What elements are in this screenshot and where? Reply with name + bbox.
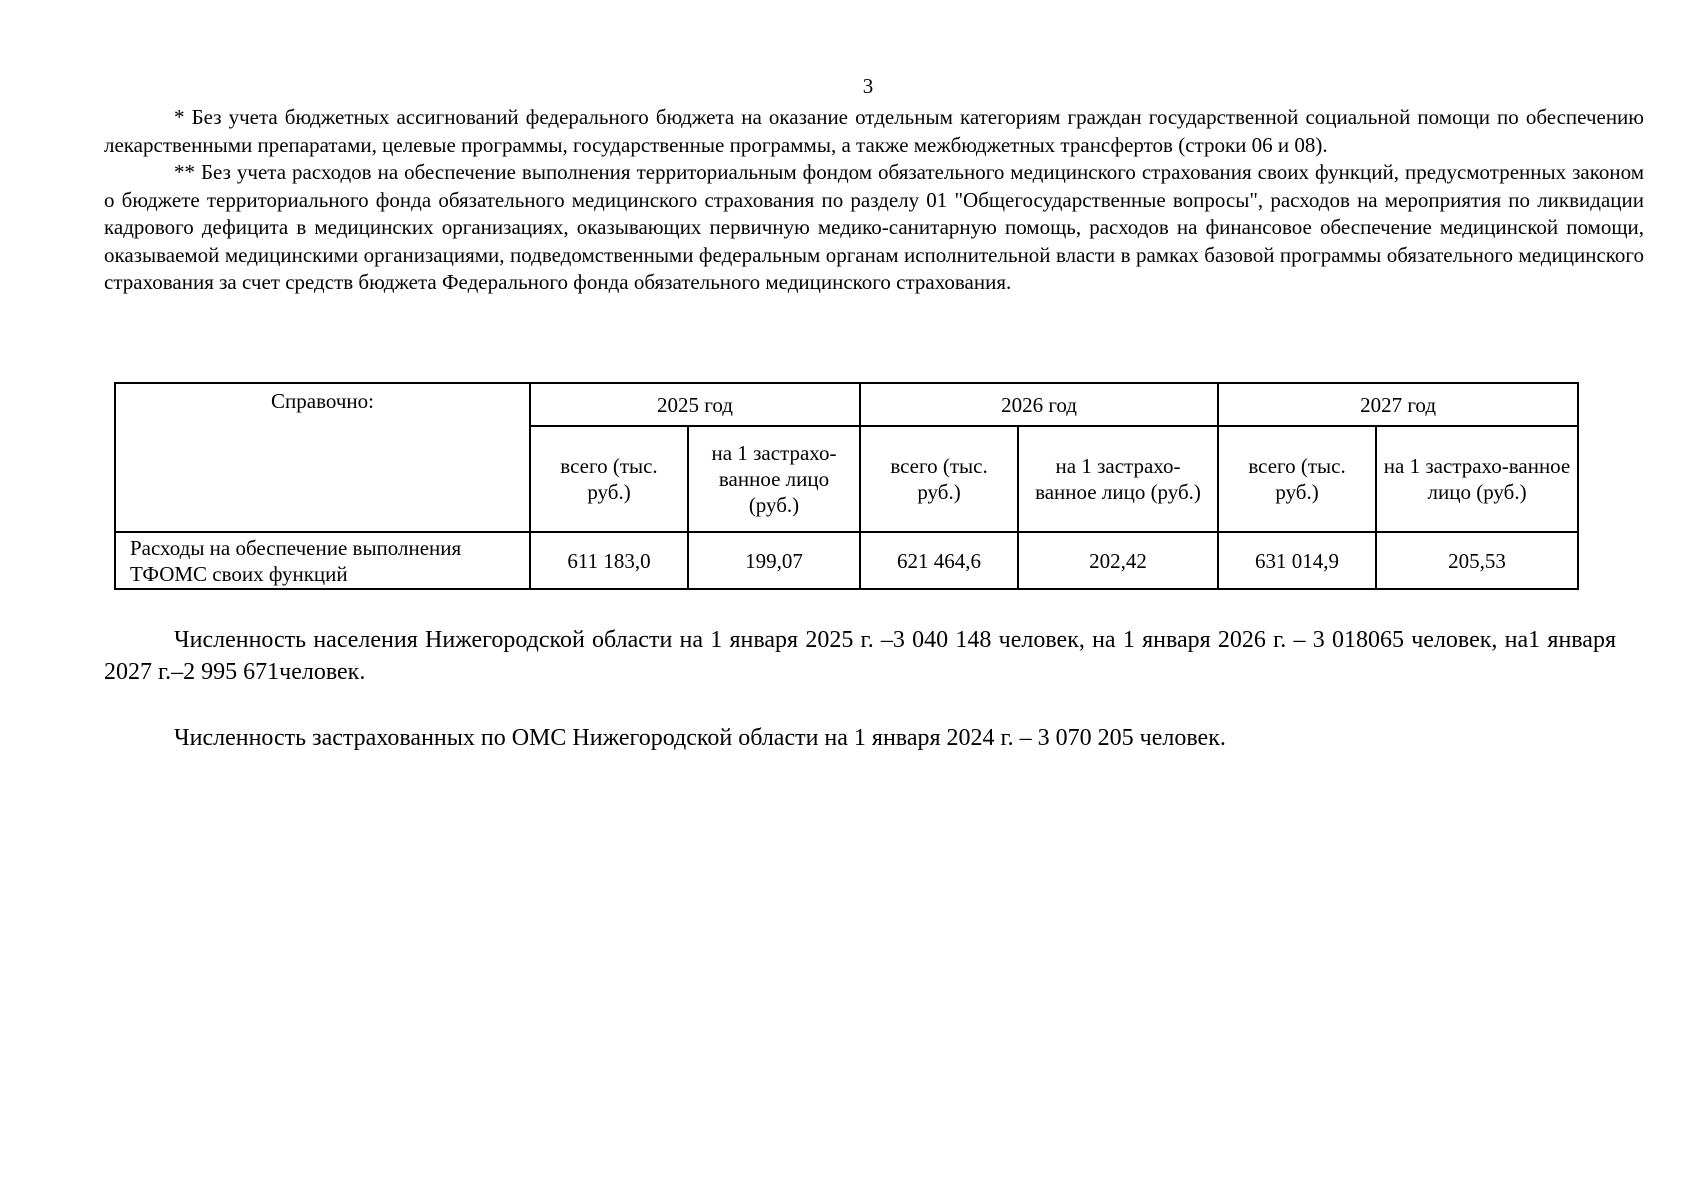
insured-paragraph: Численность застрахованных по ОМС Нижегородской области на 1 января 2024 г. – 3 070 205 человек. xyxy=(174,725,1226,751)
table-cell-2027-total: 631 014,9 xyxy=(1218,532,1376,589)
table-subheader-per-insured: на 1 застрахо-ванное лицо (руб.) xyxy=(1376,426,1578,532)
table-subheader-total: всего (тыс. руб.) xyxy=(530,426,688,532)
table-header-year-2025: 2025 год xyxy=(530,383,860,426)
footnote-single-asterisk: * Без учета бюджетных ассигнований федерального бюджета на оказание отдельным категориям граждан государственной социальной помощи по обеспечению лекарственными препаратами, целевые программы, государственные программы, а также межбюджетных трансфертов (строки 06 и 08). xyxy=(104,105,1644,157)
table-row-label: Расходы на обеспечение выполнения ТФОМС своих функций xyxy=(115,532,530,589)
table-subheader-total: всего (тыс. руб.) xyxy=(860,426,1018,532)
table-header-years-row xyxy=(115,383,1578,426)
table-cell-2026-per-insured: 202,42 xyxy=(1018,532,1218,589)
table-cell-2027-per-insured: 205,53 xyxy=(1376,532,1578,589)
footnotes xyxy=(104,104,1644,297)
table-header-year-2026: 2026 год xyxy=(860,383,1218,426)
population-paragraph: Численность населения Нижегородской области на 1 января 2025 г. –3 040 148 человек, на 1 января 2026 г. – 3 018065 человек, на1 января 2027 г.–2 995 671человек. xyxy=(104,627,1616,685)
table-subheader-per-insured: на 1 застрахо-ванное лицо (руб.) xyxy=(1018,426,1218,532)
table-row xyxy=(115,532,1578,589)
table-cell-2025-total: 611 183,0 xyxy=(530,532,688,589)
reference-table xyxy=(114,382,1579,590)
page-number: 3 xyxy=(862,74,874,98)
table-cell-2026-total: 621 464,6 xyxy=(860,532,1018,589)
table-subheader-total: всего (тыс. руб.) xyxy=(1218,426,1376,532)
table-header-year-2027: 2027 год xyxy=(1218,383,1578,426)
table-corner-label: Справочно: xyxy=(115,383,530,532)
table-cell-2025-per-insured: 199,07 xyxy=(688,532,860,589)
table-subheader-per-insured: на 1 застрахо-ванное лицо (руб.) xyxy=(688,426,860,532)
footnote-double-asterisk: ** Без учета расходов на обеспечение выполнения территориальным фондом обязательного медицинского страхования своих функций, предусмотренных законом о бюджете территориального фонда обязательного медицинского страхования по разделу 01 "Общегосударственные вопросы", расходов на мероприятия по ликвидации кадрового дефицита в медицинских организациях, оказывающих первичную медико-санитарную помощь, расходов на финансовое обеспечение медицинской помощи, оказываемой медицинскими организациями, подведомственными федеральным органам исполнительной власти в рамках базовой программы обязательного медицинского страхования за счет средств бюджета Федерального фонда обязательного медицинского страхования. xyxy=(104,160,1644,294)
